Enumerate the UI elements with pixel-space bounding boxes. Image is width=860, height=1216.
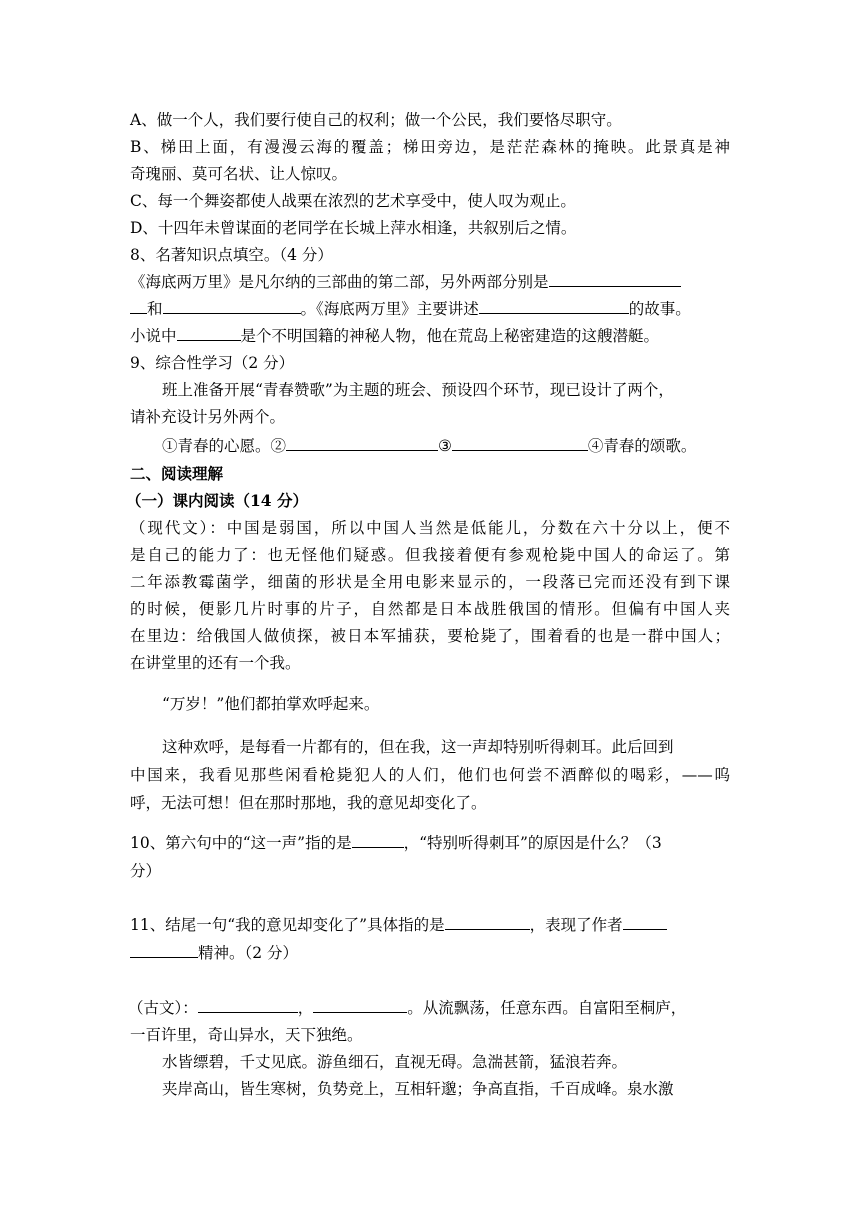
q9-line1: 班上准备开展“青春赞歌”为主题的班会、预设四个环节，现已设计了两个， <box>162 381 674 399</box>
q9-item1: ①青春的心愿。② <box>162 437 287 455</box>
q9-item4: ④青春的颂歌。 <box>587 437 697 455</box>
q9-blank-item3[interactable] <box>452 436 588 451</box>
q8-line2-end: 的故事。 <box>628 300 691 318</box>
q10-text-start: 10、第六句中的“这一声”指的是 <box>130 834 352 852</box>
q10-line2: 分） <box>130 862 162 880</box>
q9-title: 9、综合性学习（2 分） <box>130 354 295 372</box>
classical-blank-1[interactable] <box>198 998 298 1013</box>
q8-and-text: 和 <box>147 300 163 318</box>
classical-line1-end: 。从流飘荡，任意东西。自富阳至桐庐， <box>407 999 687 1017</box>
q11-blank-meaning[interactable] <box>445 915 530 930</box>
modern-line3: 二年添教霉菌学，细菌的形状是全用电影来显示的，一段落已完而还没有到下课 <box>130 573 730 591</box>
q9-line2: 请补充设计另外两个。 <box>130 408 286 426</box>
q8-line3 <box>130 326 730 346</box>
q7-option-b-line1: B、梯田上面，有漫漫云海的覆盖；梯田旁边，是茫茫森林的掩映。此景真是神 <box>130 138 730 156</box>
q8-blank-character[interactable] <box>177 326 241 341</box>
q11-blank-spirit-1[interactable] <box>623 915 667 930</box>
classical-start: （古文）： <box>128 999 198 1017</box>
modern-line4: 的时候，便影几片时事的片子，自然都是日本战胜俄国的情形。但偏有中国人夹 <box>130 600 730 618</box>
section-2-sub1: （一）课内阅读（14 分） <box>126 491 308 510</box>
q9-blank-item2[interactable] <box>286 436 438 451</box>
q9-item3-label: ③ <box>438 437 452 455</box>
q8-line3-start: 小说中 <box>130 327 177 345</box>
classical-line1 <box>128 998 730 1018</box>
modern-line6: 在讲堂里的还有一个我。 <box>130 654 301 672</box>
classical-para2: 水皆缥碧，千丈见底。游鱼细石，直视无碍。急湍甚箭，猛浪若奔。 <box>162 1053 628 1071</box>
q10-blank[interactable] <box>352 833 404 848</box>
q7-option-b-line2: 奇瑰丽、莫可名状、让人惊叹。 <box>130 165 348 183</box>
q8-blank-story[interactable] <box>479 299 629 314</box>
classical-line2: 一百许里，奇山异水，天下独绝。 <box>130 1026 363 1044</box>
q11-text-mid: ，表现了作者 <box>529 916 623 934</box>
modern-para3-line1: 这种欢呼，是每看一片都有的，但在我，这一声却特别听得刺耳。此后回到 <box>162 738 674 756</box>
q8-line1-text: 《海底两万里》是凡尔纳的三部曲的第二部，另外两部分别是 <box>130 273 549 291</box>
classical-comma: ， <box>297 999 314 1017</box>
modern-para3-line2: 中国来，我看见那些闲看枪毙犯人的人们，他们也何尝不酒醉似的喝彩，——呜 <box>130 766 730 784</box>
q7-option-c: C、每一个舞姿都使人战栗在浓烈的艺术享受中，使人叹为观止。 <box>130 192 576 210</box>
q10-text-end: ，“特别听得刺耳”的原因是什么？（3 <box>403 834 662 852</box>
q11-blank-spirit-2[interactable] <box>130 943 198 958</box>
q8-blank-other-works-1[interactable] <box>549 272 681 287</box>
modern-line5: 在里边：给俄国人做侦探，被日本军捕获，要枪毙了，围着看的也是一群中国人； <box>130 627 730 645</box>
q8-line2 <box>130 299 730 319</box>
q7-option-a: A、做一个人，我们要行使自己的权利；做一个公民，我们要恪尽职守。 <box>130 111 622 129</box>
q8-line3-end: 是个不明国籍的神秘人物，他在荒岛上秘密建造的这艘潜艇。 <box>240 327 660 345</box>
q9-items <box>162 436 730 456</box>
q11-line2 <box>130 943 730 963</box>
q8-line1 <box>130 272 730 292</box>
q8-blank-other-works-2[interactable] <box>163 299 301 314</box>
q8-line2-mid: 。《海底两万里》主要讲述 <box>300 300 479 318</box>
section-2-title: 二、阅读理解 <box>130 464 224 483</box>
q11-line1 <box>130 915 730 935</box>
classical-blank-2[interactable] <box>313 998 407 1013</box>
q11-text-start: 11、结尾一句“我的意见却变化了”具体指的是 <box>130 916 445 934</box>
q8-title: 8、名著知识点填空。（4 分） <box>130 246 333 264</box>
modern-para2: “万岁！”他们都拍掌欢呼起来。 <box>162 695 380 713</box>
q10-line1 <box>130 833 730 853</box>
modern-line1: （现代文）：中国是弱国，所以中国人当然是低能儿，分数在六十分以上，便不 <box>130 519 730 537</box>
q8-blank-other-works-1-cont[interactable] <box>130 299 147 314</box>
classical-para3: 夹岸高山，皆生寒树，负势竞上，互相轩邈；争高直指，千百成峰。泉水激 <box>162 1080 674 1098</box>
modern-para3-line3: 呼，无法可想！但在那时那地，我的意见却变化了。 <box>130 794 487 812</box>
q7-option-d: D、十四年未曾谋面的老同学在长城上萍水相逢，共叙别后之情。 <box>130 219 577 237</box>
modern-line2: 是自己的能力了：也无怪他们疑惑。但我接着便有参观枪毙中国人的命运了。第 <box>130 546 730 564</box>
q11-text-end: 精神。（2 分） <box>198 944 299 962</box>
